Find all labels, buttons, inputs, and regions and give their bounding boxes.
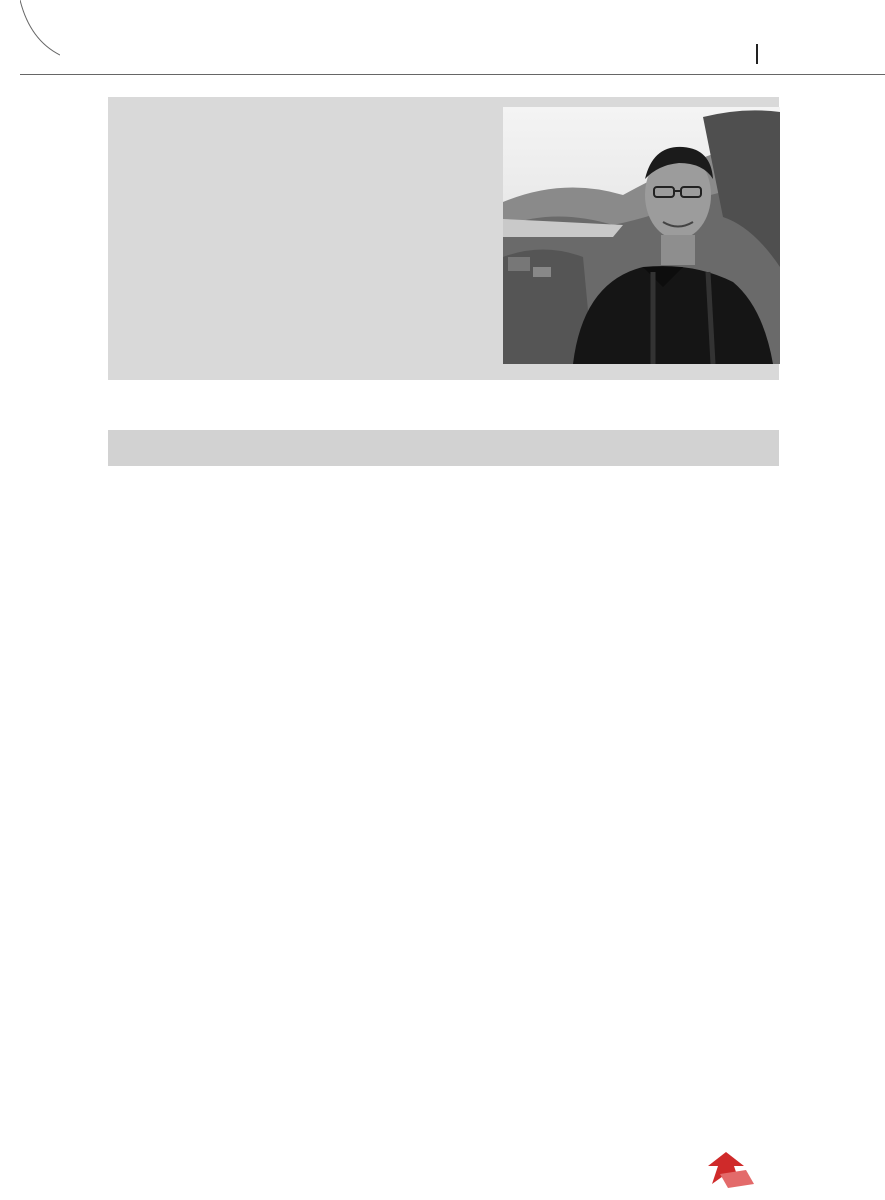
watermark-logo-icon [706,1144,885,1200]
header-corner-decoration [20,0,60,60]
author-photo [503,107,780,364]
title-band [108,430,779,466]
header-separator [756,44,758,64]
header-rule [20,74,885,75]
